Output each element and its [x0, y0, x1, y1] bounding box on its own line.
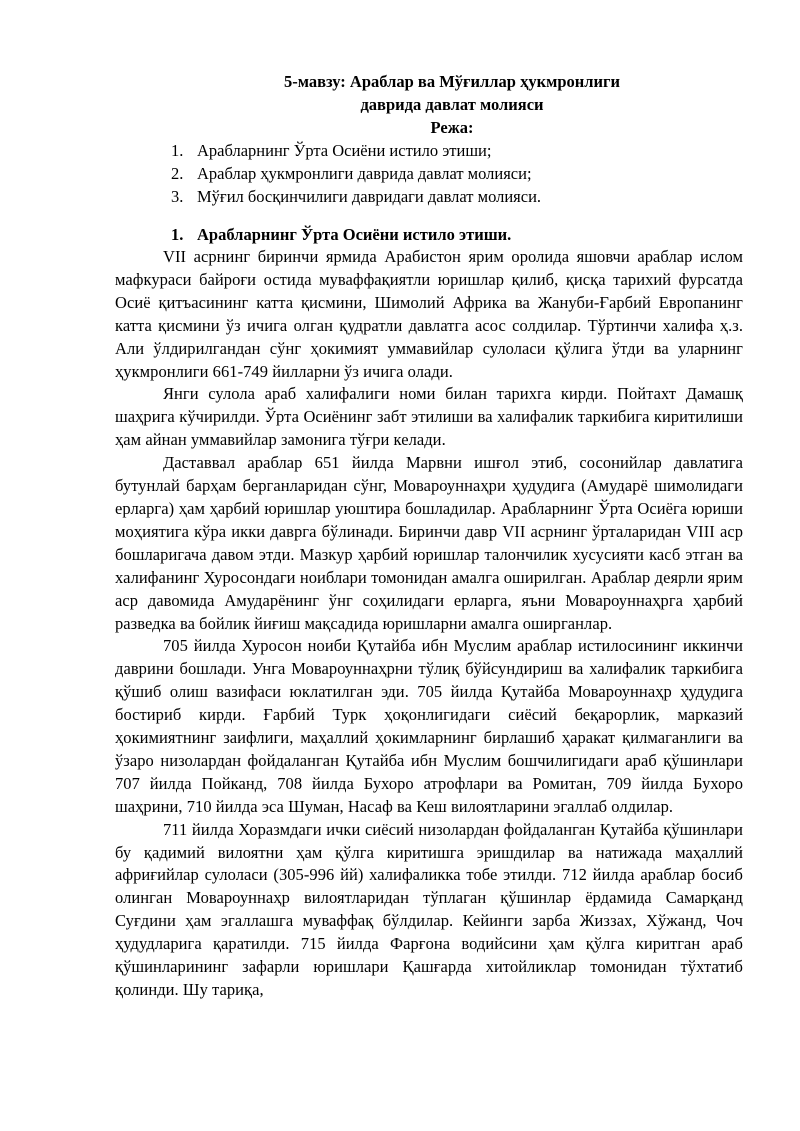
paragraph: VII асрнинг биринчи ярмида Арабистон ярим оролида яшовчи араблар ислом мафкураси байроғи остида муваффақиятли юришлар қилиб, қисқа тарихий фурсатда Осиё қитъасининг катта қисмини, Шимолий Африка ва Жануби-Ғарбий Европанинг катта қисмини ўз ичига олган қудратли давлатга асос солдилар. Тўртинчи халифа ҳ.з. Али ўлдирилгандан сўнг ҳокимият уммавийлар сулоласи қўлига ўтди ва уларнинг ҳукмронлиги 661-749 йилларни ўз ичига олади.: [115, 247, 743, 381]
paragraph: 711 йилда Хоразмдаги ички сиёсий низолардан фойдаланган Қутайба қўшинлари бу қадимий вилоятни ҳам қўлга киритишга эришдилар ва натижада маҳаллий африғийлар сулоласи (305-996 йй) халифаликка тобе этилди. 712 йилда араблар босиб олинган Мовароуннаҳр вилоятларидан тўплаган қўшинлар ёрдамида Самарқанд Суғдини ҳам эгаллашга муваффақ бўлдилар. Кейинги зарба Жиззах, Хўжанд, Чоч ҳудудларига қаратилди. 715 йилда Фарғона водийсини ҳам қўлга киритган араб қўшинларининг зафарли юришлари Қашғарда хитойликлар томонидан тўхтатиб қолинди. Шу тариқа,: [115, 819, 743, 999]
plan-item-text: Мўғил босқинчилиги давридаги давлат молияси.: [197, 187, 542, 206]
paragraph: Янги сулола араб халифалиги номи билан тарихга кирди. Пойтахт Дамашқ шаҳрига кўчирилди. Ўрта Осиёнинг забт этилиши ва халифалик таркибига киритилиши ҳам айнан уммавийлар замонига тўғри келади.: [115, 384, 743, 450]
plan-item-2: [171, 162, 743, 185]
paragraph: 705 йилда Хуросон ноиби Қутайба ибн Муслим араблар истилосининг иккинчи даврини бошлади. Унга Мовароуннаҳрни тўлиқ бўйсундириш ва халифалик таркибига қўшиб олиш вазифаси юклатилган эди. 705 йилда Қутайба Мовароуннаҳр ҳудудига бостириб кирди. Ғарбий Турк ҳоқонлигидаги сиёсий беқарорлик, марказий ҳокимиятнинг заифлиги, маҳаллий ҳокимларнинг бирлашиб ҳаракат қилмаганлиги ва ўзаро низолардан фойдаланган Қутайба ибн Муслим бошчилигидаги араб қўшинлари 707 йилда Пойканд, 708 йилда Бухоро атрофлари ва Ромитан, 709 йилда Бухоро шаҳрини, 710 йилда эса Шуман, Насаф ва Кеш вилоятларини эгаллаб олдилар.: [115, 636, 743, 816]
plan-item-3: [171, 185, 743, 208]
plan-item-number: 1.: [171, 141, 184, 160]
plan-item-number: 3.: [171, 187, 184, 206]
plan-item-text: Арабларнинг Ўрта Осиёни истило этиши;: [197, 141, 492, 160]
section-title: Арабларнинг Ўрта Осиёни истило этиши.: [197, 225, 512, 244]
title-line-2: даврида давлат молияси: [360, 95, 544, 114]
document-title: [161, 70, 743, 139]
plan-label: Режа:: [430, 118, 474, 137]
section-number: 1.: [171, 225, 184, 244]
paragraph: Даставвал араблар 651 йилда Марвни ишғол этиб, сосонийлар давлатига бутунлай барҳам берганларидан сўнг, Мовароуннаҳри ҳудудига (Амударё шимолидаги ерларга) ҳам ҳарбий юришлар уюштира бошладилар. Арабларнинг Ўрта Осиёга юриши моҳиятига кўра икки даврга бўлинади. Биринчи давр VII асрнинг ўрталаридан VIII аср бошларигача давом этди. Мазкур ҳарбий юришлар талончилик хусусияти касб этган ва халифанинг Хуросондаги ноиблари томонидан амалга оширилган. Араблар деярли ярим аср давомида Амударёнинг ўнг соҳилидаги ерларга, яъни Мовароуннаҳрга ҳарбий разведка ва бойлик йиғиш мақсадида юришларни амалга оширганлар.: [115, 453, 743, 633]
title-line-1: 5-мавзу: Араблар ва Мўғиллар ҳукмронлиги: [283, 72, 621, 91]
document-page: [115, 70, 743, 1002]
plan-item-text: Араблар ҳукмронлиги даврида давлат молияси;: [197, 164, 532, 183]
plan-list: [115, 139, 743, 208]
section-heading: [171, 223, 743, 246]
plan-item-number: 2.: [171, 164, 184, 183]
plan-item-1: [171, 139, 743, 162]
